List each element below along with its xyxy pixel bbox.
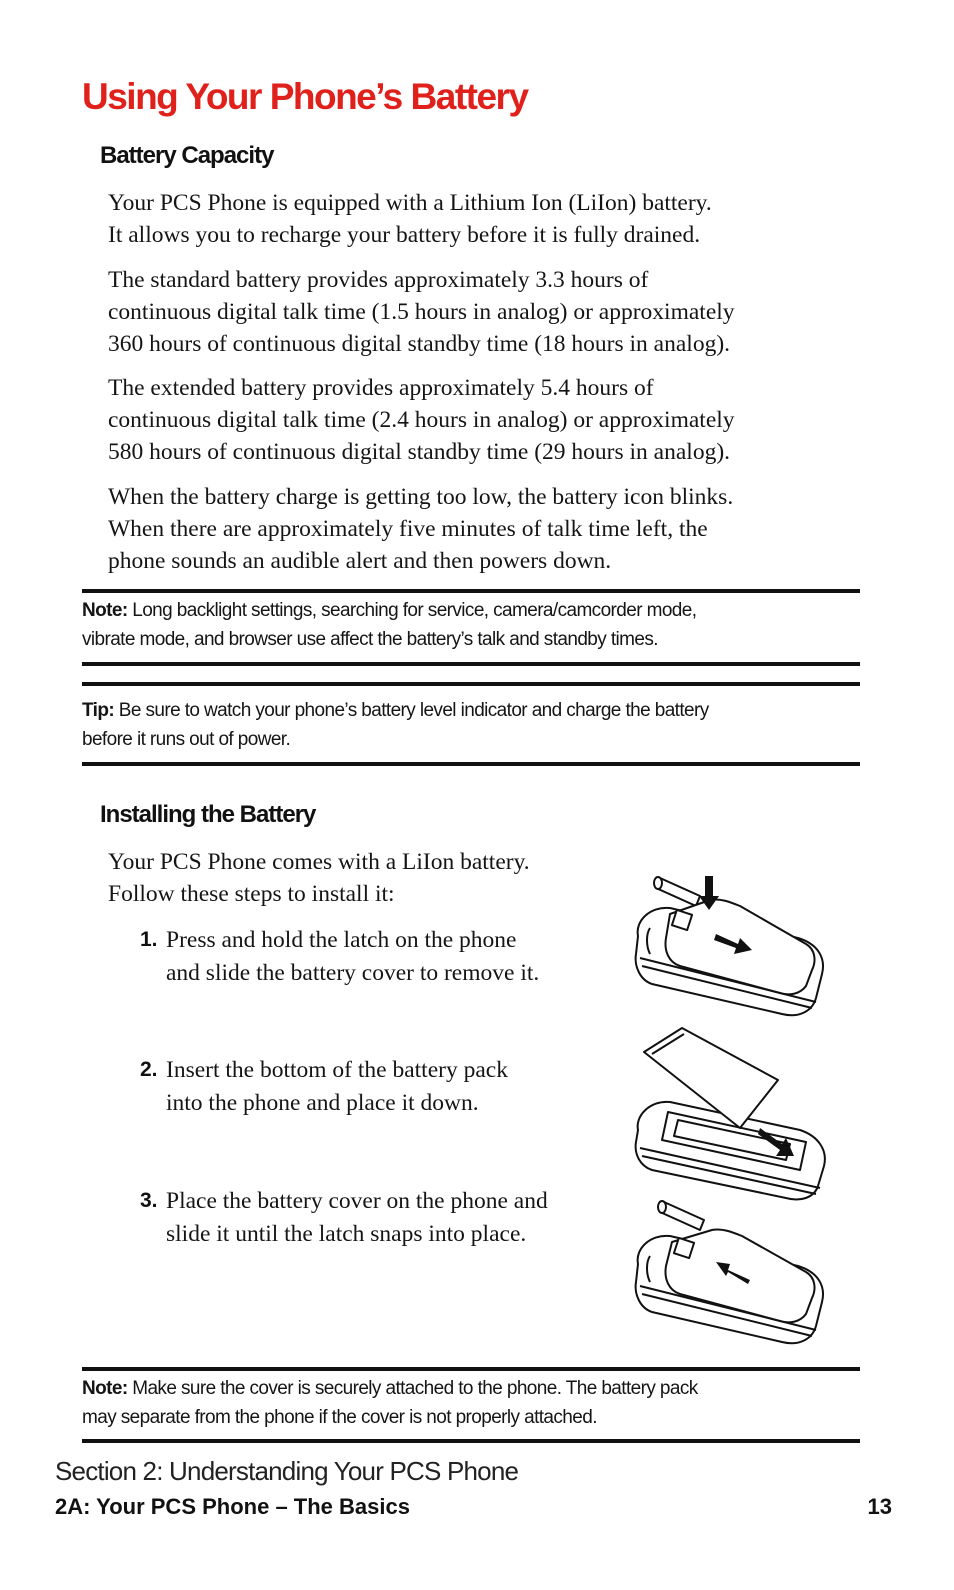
text-line: It allows you to recharge your battery before it is fully drained. bbox=[108, 222, 701, 248]
text-line: Your PCS Phone is equipped with a Lithium Ion (LiIon) battery. bbox=[108, 190, 712, 216]
step-number: 2. bbox=[140, 1058, 158, 1081]
divider bbox=[82, 762, 860, 766]
text-line: The extended battery provides approximately 5.4 hours of bbox=[108, 375, 654, 401]
capacity-paragraph-1 bbox=[108, 187, 868, 251]
step-2-text bbox=[166, 1054, 508, 1120]
tip-text: before it runs out of power. bbox=[82, 729, 291, 750]
tip-text: Be sure to watch your phone’s battery level indicator and charge the battery bbox=[114, 700, 709, 721]
text-line: slide it until the latch snaps into place. bbox=[166, 1221, 527, 1247]
text-line: 580 hours of continuous digital standby time (29 hours in analog). bbox=[108, 439, 731, 465]
note-label: Note: bbox=[82, 1378, 128, 1399]
phone-insert-battery-illustration bbox=[630, 1020, 830, 1205]
text-line: continuous digital talk time (2.4 hours in analog) or approximately bbox=[108, 407, 735, 433]
phone-remove-cover-illustration bbox=[630, 866, 830, 1036]
divider bbox=[82, 1439, 860, 1443]
step-1-text bbox=[166, 924, 539, 990]
capacity-paragraph-4 bbox=[108, 481, 868, 577]
note-text: Long backlight settings, searching for service, camera/camcorder mode, bbox=[127, 600, 697, 621]
note-label: Note: bbox=[82, 600, 128, 621]
step-number: 3. bbox=[140, 1189, 158, 1212]
note-box bbox=[82, 596, 872, 654]
installing-intro bbox=[108, 846, 628, 910]
note-text: may separate from the phone if the cover is not properly attached. bbox=[82, 1407, 597, 1428]
page-title: Using Your Phone’s Battery bbox=[82, 76, 528, 117]
phone-replace-cover-illustration bbox=[630, 1192, 830, 1362]
chapter-footer: 2A: Your PCS Phone – The Basics bbox=[55, 1494, 410, 1519]
text-line: Place the battery cover on the phone and bbox=[166, 1188, 548, 1214]
divider bbox=[82, 589, 860, 593]
divider bbox=[82, 662, 860, 666]
capacity-paragraph-3 bbox=[108, 372, 868, 468]
section-footer: Section 2: Understanding Your PCS Phone bbox=[55, 1456, 519, 1486]
note-text: Make sure the cover is securely attached to the phone. The battery pack bbox=[127, 1378, 698, 1399]
text-line: Follow these steps to install it: bbox=[108, 881, 395, 907]
text-line: Insert the bottom of the battery pack bbox=[166, 1057, 508, 1083]
tip-box bbox=[82, 696, 872, 754]
battery-capacity-heading: Battery Capacity bbox=[100, 142, 274, 169]
tip-label: Tip: bbox=[82, 700, 115, 721]
text-line: continuous digital talk time (1.5 hours in analog) or approximately bbox=[108, 299, 735, 325]
text-line: phone sounds an audible alert and then powers down. bbox=[108, 548, 612, 574]
capacity-paragraph-2 bbox=[108, 264, 868, 360]
text-line: The standard battery provides approximately 3.3 hours of bbox=[108, 267, 649, 293]
text-line: When the battery charge is getting too low, the battery icon blinks. bbox=[108, 484, 734, 510]
text-line: Your PCS Phone comes with a LiIon battery. bbox=[108, 849, 530, 875]
step-number: 1. bbox=[140, 928, 158, 951]
divider bbox=[82, 682, 860, 686]
text-line: and slide the battery cover to remove it. bbox=[166, 960, 540, 986]
step-3-text bbox=[166, 1185, 548, 1251]
note-box bbox=[82, 1374, 872, 1432]
divider bbox=[82, 1367, 860, 1371]
note-text: vibrate mode, and browser use affect the battery’s talk and standby times. bbox=[82, 629, 658, 650]
text-line: When there are approximately five minutes of talk time left, the bbox=[108, 516, 708, 542]
text-line: into the phone and place it down. bbox=[166, 1090, 479, 1116]
text-line: Press and hold the latch on the phone bbox=[166, 927, 517, 953]
installing-battery-heading: Installing the Battery bbox=[100, 801, 316, 828]
text-line: 360 hours of continuous digital standby time (18 hours in analog). bbox=[108, 331, 731, 357]
page-number: 13 bbox=[867, 1494, 892, 1519]
